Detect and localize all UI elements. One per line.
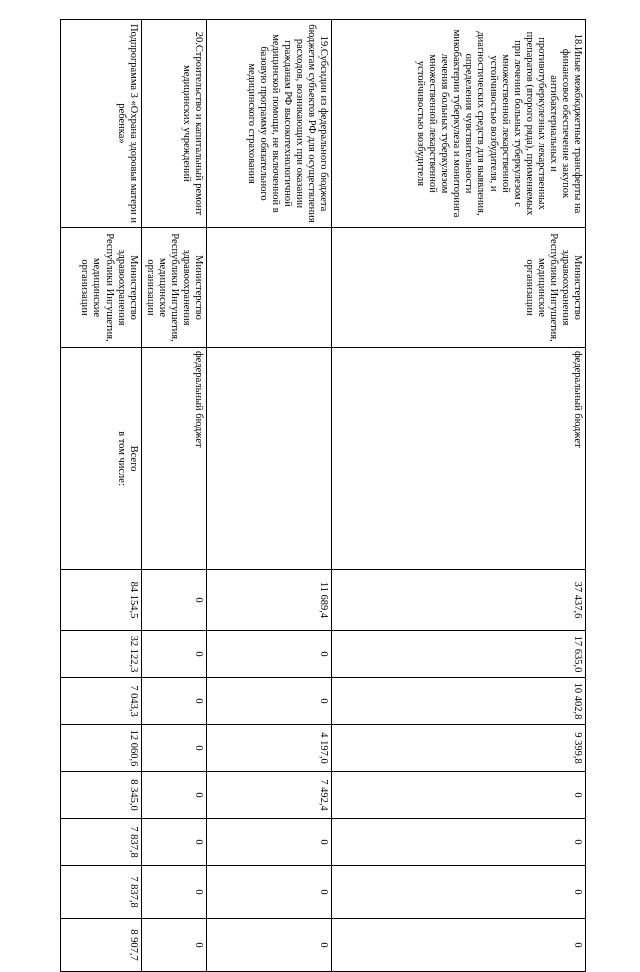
table-row xyxy=(141,20,206,972)
row-value: 10 402,8 xyxy=(332,678,586,725)
row-value: 9 399,8 xyxy=(332,725,586,772)
source-total-label: Всего xyxy=(127,445,139,472)
row-value: 0 xyxy=(141,725,206,772)
row-name: Подпрограмма 3 «Охрана здоровья матери и ребенка» xyxy=(60,20,141,228)
row-value: 7 043,3 xyxy=(60,678,141,725)
row-value: 7 492,4 xyxy=(207,772,332,819)
row-executor: Министерство здравоохранения Республики Ингушетия, медицинские организации xyxy=(141,228,206,348)
row-name: 18.Иные межбюджетные трансферты на финансовое обеспечение закупок антибактериальных и противотуберкулезных лекарственных препаратов (второго ряда), применяемых при лечении больных туберкулезом с множественной лекарственной устойчивостью возбудителя, и диагностических средств для выявления, определения чувствительности микобактерии туберкулеза и мониторинга лечения больных туберкулезом множественной лекарственной устойчивостью возбудителя xyxy=(332,20,586,228)
row-value: 0 xyxy=(141,772,206,819)
row-value: 32 122,3 xyxy=(60,631,141,678)
row-value: 0 xyxy=(207,866,332,919)
row-value: 7 837,8 xyxy=(60,819,141,866)
row-value: 0 xyxy=(332,819,586,866)
table-row xyxy=(207,20,332,972)
row-name: 19.Субсидии из федерального бюджета бюджетам субъектов РФ для осуществления расходов, возникающих при оказании гражданам РФ высокотехнологичной медицинской помощи, не включенной в базовую программу обязательного медицинского страхования xyxy=(207,20,332,228)
row-value: 0 xyxy=(141,819,206,866)
row-value: 8 907,7 xyxy=(60,919,141,972)
budget-table xyxy=(60,19,586,972)
row-value: 0 xyxy=(332,772,586,819)
row-value: 0 xyxy=(207,678,332,725)
row-source xyxy=(60,348,141,570)
row-value: 4 197,0 xyxy=(207,725,332,772)
row-name: 20.Строительство и капитальный ремонт медицинских учреждений xyxy=(141,20,206,228)
row-value: 84 154,5 xyxy=(60,570,141,631)
row-value: 0 xyxy=(141,678,206,725)
row-value: 11 689,4 xyxy=(207,570,332,631)
row-value: 12 060,6 xyxy=(60,725,141,772)
row-value: 0 xyxy=(207,819,332,866)
row-value: 0 xyxy=(332,866,586,919)
row-value: 0 xyxy=(332,919,586,972)
row-executor: Министерство здравоохранения Республики Ингушетия, медицинские организации xyxy=(332,228,586,348)
row-value: 17 635,0 xyxy=(332,631,586,678)
row-value: 0 xyxy=(141,866,206,919)
row-value: 0 xyxy=(141,570,206,631)
row-source: федеральный бюджет xyxy=(332,348,586,570)
row-value: 8 345,0 xyxy=(60,772,141,819)
row-source: федеральный бюджет xyxy=(141,348,206,570)
row-executor: Министерство здравоохранения Республики Ингушетия, медицинские организации xyxy=(60,228,141,348)
row-source xyxy=(207,348,332,570)
source-sub-label: в том числе: xyxy=(115,431,127,486)
table-row xyxy=(60,20,141,972)
row-value: 0 xyxy=(207,919,332,972)
row-value: 37 437,6 xyxy=(332,570,586,631)
table-row xyxy=(332,20,586,972)
row-value: 7 837,8 xyxy=(60,866,141,919)
rotated-page xyxy=(62,19,586,961)
row-executor xyxy=(207,228,332,348)
row-value: 0 xyxy=(141,919,206,972)
row-value: 0 xyxy=(141,631,206,678)
row-value: 0 xyxy=(207,631,332,678)
